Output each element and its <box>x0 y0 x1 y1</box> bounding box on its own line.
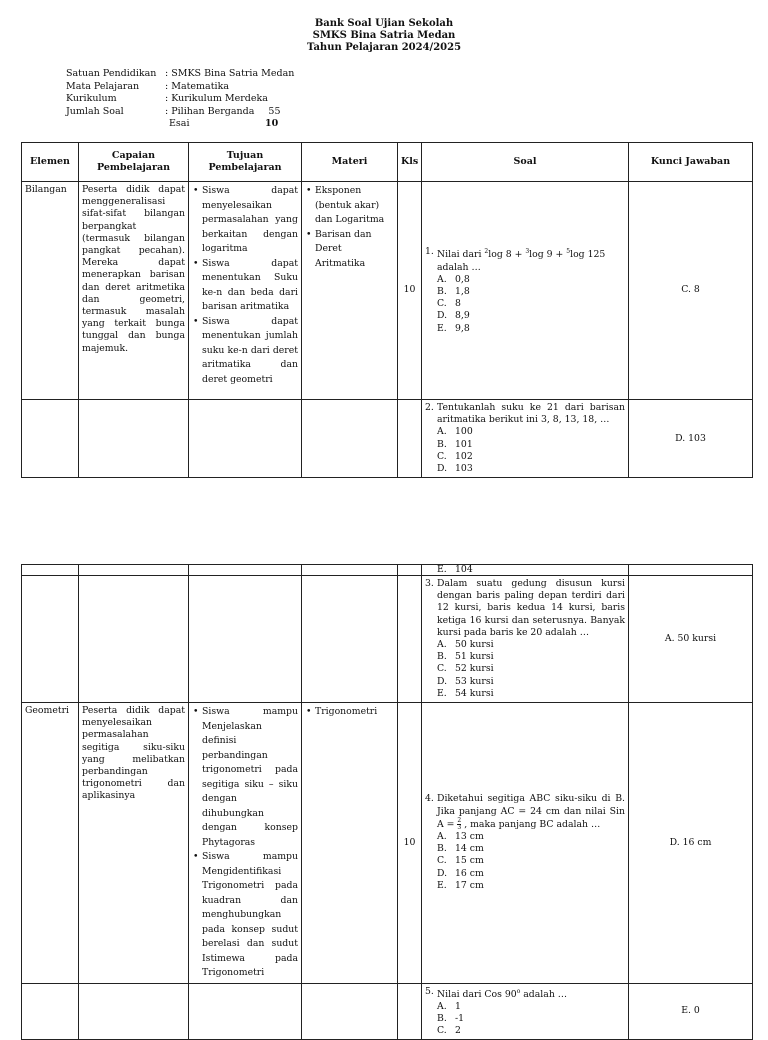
question-number: 1. <box>425 246 434 258</box>
option: A. 13 cm <box>437 831 484 843</box>
option: E. 17 cm <box>437 879 484 891</box>
title-line-3: Tahun Pelajaran 2024/2025 <box>306 42 462 53</box>
q3-text: Dalam suatu gedung disusun kursi dengan baris paling depan terdiri dari 12 kursi, baris kedua 14 kursi, baris ketiga 16 kursi dan seterusnya. Banyak kursi pada baris ke 20 adalah … <box>437 578 625 638</box>
q1-sup: 2 <box>484 248 489 256</box>
q1-text: Nilai dari <box>437 249 485 261</box>
q3-options <box>437 639 625 700</box>
kunci-cell: C. 8 <box>629 182 753 400</box>
pg-count: 55 <box>268 105 281 117</box>
meta-value: : Pilihan Berganda <box>165 105 255 117</box>
question-2 <box>425 402 625 426</box>
q4-options <box>437 831 625 892</box>
table-row <box>22 983 753 1040</box>
col-header-tujuan: Tujuan Pembelajaran <box>189 143 302 182</box>
kls-cell: 10 <box>398 703 422 984</box>
materi-item: • Trigonometri <box>315 705 394 720</box>
table-row <box>22 182 753 400</box>
kunci-cell: D. 16 cm <box>629 703 753 984</box>
question-3 <box>425 578 625 639</box>
option: B. -1 <box>437 1013 465 1025</box>
q1-text: log 9 + <box>529 249 567 261</box>
option: E. 9,8 <box>437 322 470 334</box>
meta-label: Jumlah Soal <box>66 105 124 117</box>
option: D. 53 kursi <box>437 675 494 687</box>
tujuan-item: • Siswa mampu Mengidentifikasi Trigonometri pada kuadran dan menghubungkan pada konsep sudut berelasi dan sudut Istimewa pada Trigonometri <box>202 850 298 981</box>
question-number: 5. <box>425 985 434 997</box>
col-header-kls: Kls <box>398 143 422 182</box>
q5-sup: o <box>516 987 521 995</box>
option: A. 1 <box>437 1000 461 1012</box>
q2-options-cont <box>437 565 625 575</box>
option: E. 104 <box>437 564 473 575</box>
option: C. 8 <box>437 298 461 310</box>
option: B. 14 cm <box>437 843 484 855</box>
tujuan-cell <box>189 182 302 400</box>
soal-cell <box>422 400 629 478</box>
col-header-elemen: Elemen <box>22 143 79 182</box>
meta-label: Kurikulum <box>66 93 117 104</box>
meta-label: Satuan Pendidikan <box>66 68 157 79</box>
kunci-cell: A. 50 kursi <box>629 576 753 703</box>
table-row <box>22 703 753 984</box>
option: B. 51 kursi <box>437 651 494 663</box>
kls-cell: 10 <box>398 182 422 400</box>
option: C. 2 <box>437 1025 461 1037</box>
option: B. 101 <box>437 438 473 450</box>
option: D. 103 <box>437 463 473 475</box>
option: A. 50 kursi <box>437 639 494 651</box>
meta-value: : SMKS Bina Satria Medan <box>165 68 295 79</box>
col-header-materi: Materi <box>302 143 398 182</box>
materi-item: • Eksponen (bentuk akar) dan Logaritma <box>315 184 394 228</box>
soal-cell <box>422 576 629 703</box>
kunci-cell: D. 103 <box>629 400 753 478</box>
table-row <box>22 576 753 703</box>
elemen-cell: Bilangan <box>22 182 79 400</box>
option: C. 52 kursi <box>437 663 494 675</box>
option: C. 102 <box>437 450 473 462</box>
q1-sup: 5 <box>566 248 571 256</box>
q4-text: Diketahui segitiga ABC siku-siku di B. Jika panjang AC = 24 cm dan nilai Sin A = <box>437 793 625 830</box>
meta-value: : Matematika <box>165 80 229 92</box>
soal-table-page-2 <box>21 564 753 1040</box>
meta-value: : Kurikulum Merdeka <box>165 93 268 104</box>
soal-cell <box>422 182 629 400</box>
q4-text: , maka panjang BC adalah … <box>461 818 601 830</box>
elemen-cell: Geometri <box>22 703 79 984</box>
materi-cell <box>302 182 398 400</box>
question-4 <box>425 793 625 831</box>
tujuan-item: • Siswa dapat menentukan jumlah suku ke-n dari deret aritmatika dan deret geometri <box>202 315 298 388</box>
option: D. 8,9 <box>437 310 470 322</box>
fraction-two-thirds: $\frac{2}{3}$ <box>457 816 462 831</box>
document-meta <box>66 68 294 131</box>
col-header-soal: Soal <box>422 143 629 182</box>
soal-cell <box>422 703 629 984</box>
q5-text: Nilai dari Cos 90 <box>437 988 517 1000</box>
table-row <box>22 400 753 478</box>
q2-text: Tentukanlah suku ke 21 dari barisan aritmatika berikut ini 3, 8, 13, 18, … <box>437 402 625 426</box>
q2-options <box>437 426 625 475</box>
option: B. 1,8 <box>437 285 470 297</box>
q1-options <box>437 274 625 335</box>
q5-options <box>437 1001 625 1038</box>
option: A. 100 <box>437 426 473 438</box>
option: E. 54 kursi <box>437 687 494 699</box>
materi-cell <box>302 703 398 984</box>
materi-item: • Barisan dan Deret Aritmatika <box>315 228 394 272</box>
question-5 <box>425 986 625 1001</box>
kunci-cell: E. 0 <box>629 983 753 1040</box>
q1-text: log 125 adalah … <box>437 249 606 273</box>
meta-value: Esai <box>169 118 190 129</box>
table-row <box>22 565 753 576</box>
title-line-1: Bank Soal Ujian Sekolah <box>314 18 454 29</box>
question-1 <box>425 246 625 274</box>
question-number: 4. <box>425 793 434 805</box>
tujuan-item: • Siswa dapat menentukan Suku ke-n dan beda dari barisan aritmatika <box>202 257 298 315</box>
q1-text: log 8 + <box>488 249 526 261</box>
col-header-kunci: Kunci Jawaban <box>629 143 753 182</box>
option: C. 15 cm <box>437 855 484 867</box>
soal-table-page-1 <box>21 142 753 478</box>
q5-text: adalah … <box>520 988 568 1000</box>
soal-cell <box>422 983 629 1040</box>
soal-cell <box>422 565 629 576</box>
capaian-cell: Peserta didik dapat menggeneralisasi sifat-sifat bilangan berpangkat (termasuk bilangan pangkat pecahan). Mereka dapat menerapkan barisan dan deret aritmetika dan geometri, termasuk masalah yang terkait bunga tunggal dan bunga majemuk. <box>79 182 189 400</box>
option: D. 16 cm <box>437 867 484 879</box>
document-title <box>0 18 768 54</box>
tujuan-item: • Siswa dapat menyelesaikan permasalahan yang berkaitan dengan logaritma <box>202 184 298 257</box>
question-number: 3. <box>425 578 434 589</box>
capaian-cell: Peserta didik dapat menyelesaikan permasalahan segitiga siku-siku yang melibatkan perbandingan trigonometri dan aplikasinya <box>79 703 189 984</box>
tujuan-cell <box>189 703 302 984</box>
tujuan-item: • Siswa mampu Menjelaskan definisi perbandingan trigonometri pada segitiga siku – siku dengan dihubungkan dengan konsep Phytagoras <box>202 705 298 850</box>
meta-label: Mata Pelajaran <box>66 80 140 92</box>
q1-sup: 3 <box>525 248 530 256</box>
esai-count: 10 <box>265 118 279 129</box>
question-number: 2. <box>425 402 434 413</box>
title-line-2: SMKS Bina Satria Medan <box>312 30 456 41</box>
option: A. 0,8 <box>437 273 470 285</box>
col-header-capaian: Capaian Pembelajaran <box>79 143 189 182</box>
